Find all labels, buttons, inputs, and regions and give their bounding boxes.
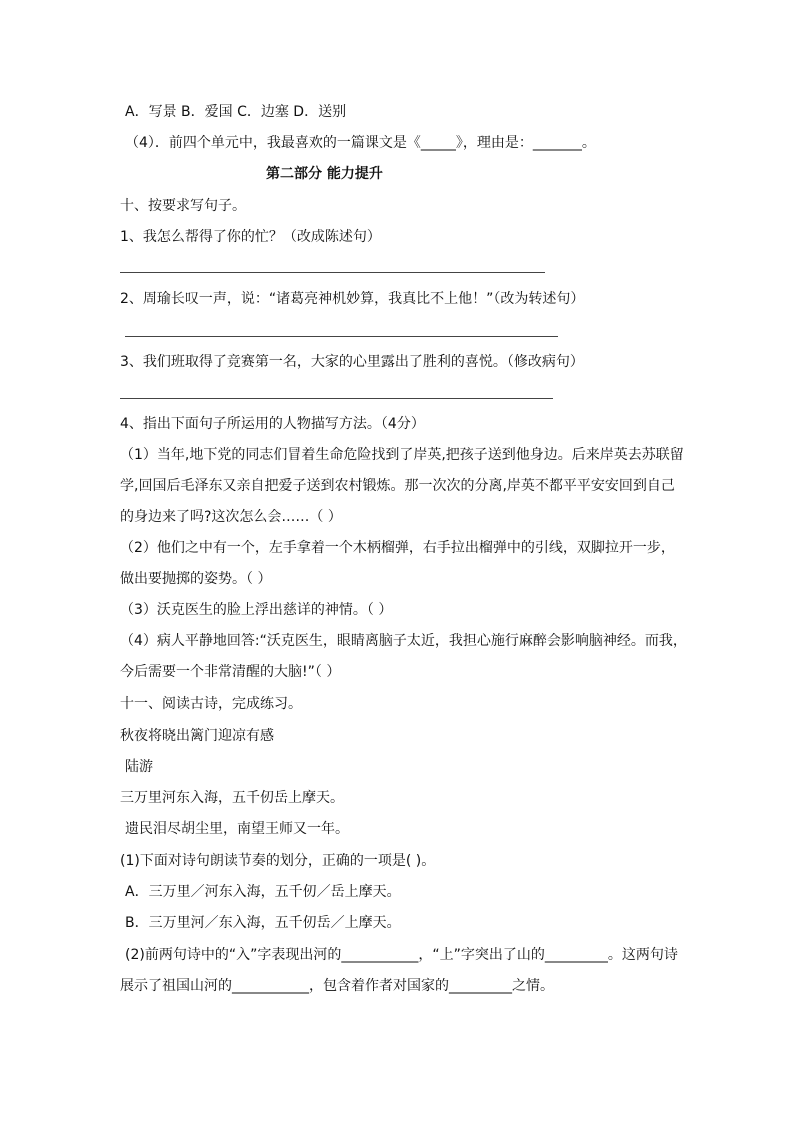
q11-1-option-b: B．三万里河／东入海，五千仞岳／上摩天。 xyxy=(125,915,401,931)
section-title: 第二部分 能力提升 xyxy=(266,166,383,182)
q10-4-item1-line3: 的身边来了吗?这次怎么会……（ ） xyxy=(120,509,342,525)
answer-line-3 xyxy=(120,398,553,399)
q10-2-prompt: 2、周瑜长叹一声，说：“诸葛亮神机妙算，我真比不上他！”（改为转述句） xyxy=(120,291,585,307)
q11-1-option-a: A．三万里／河东入海，五千仞／岳上摩天。 xyxy=(125,884,401,900)
q11-heading: 十一、阅读古诗，完成练习。 xyxy=(120,696,302,712)
answer-line-1 xyxy=(120,272,545,273)
q11-1-prompt: (1)下面对诗句朗读节奏的划分，正确的一项是( )。 xyxy=(120,853,436,869)
q10-4-item3: （3）沃克医生的脸上浮出慈详的神情。（ ） xyxy=(120,602,393,618)
q10-4-item1-line1: （1）当年,地下党的同志们冒着生命危险找到了岸英,把孩子送到他身边。后来岸英去苏联留 xyxy=(120,447,684,463)
q10-4-item1-line2: 学,回国后毛泽东又亲自把爱子送到农村锻炼。那一次次的分离,岸英不都平平安安回到自己 xyxy=(120,478,675,494)
poem-line-1: 三万里河东入海，五千仞岳上摩天。 xyxy=(120,790,344,806)
q11-2-prompt-line1: (2)前两句诗中的“入”字表现出河的___________，“上”字突出了山的_________。这两句诗 xyxy=(125,947,678,963)
answer-line-2 xyxy=(125,336,558,337)
poem-author: 陆游 xyxy=(125,759,153,775)
q10-1-prompt: 1、我怎么帮得了你的忙？（改成陈述句） xyxy=(120,229,381,245)
q10-4-item4-line2: 今后需要一个非常清醒的大脑!”（ ） xyxy=(120,664,341,680)
q10-3-prompt: 3、我们班取得了竞赛第一名，大家的心里露出了胜利的喜悦。（修改病句） xyxy=(120,354,584,370)
q9-4-prompt: （4）．前四个单元中，我最喜欢的一篇课文是《_____》，理由是：_______。 xyxy=(125,135,596,151)
q10-4-item2-line1: （2）他们之中有一个，左手拿着一个木柄榴弹，右手拉出榴弹中的引线，双脚拉开一步， xyxy=(120,540,675,556)
q10-4-prompt: 4、指出下面句子所运用的人物描写方法。（4分） xyxy=(120,416,425,432)
q10-4-item2-line2: 做出要抛掷的姿势。（ ） xyxy=(120,571,272,587)
poem-title: 秋夜将晓出篱门迎凉有感 xyxy=(120,728,274,744)
q11-2-prompt-line2: 展示了祖国山河的___________，包含着作者对国家的_________之情。 xyxy=(120,978,554,994)
poem-line-2: 遗民泪尽胡尘里，南望王师又一年。 xyxy=(125,821,349,837)
q9-3-options: A．写景 B．爱国 C．边塞 D．送别 xyxy=(125,104,347,120)
q10-heading: 十、按要求写句子。 xyxy=(120,198,246,214)
q10-4-item4-line1: （4）病人平静地回答:“沃克医生，眼睛离脑子太近，我担心施行麻醉会影响脑神经。而我， xyxy=(120,633,687,649)
